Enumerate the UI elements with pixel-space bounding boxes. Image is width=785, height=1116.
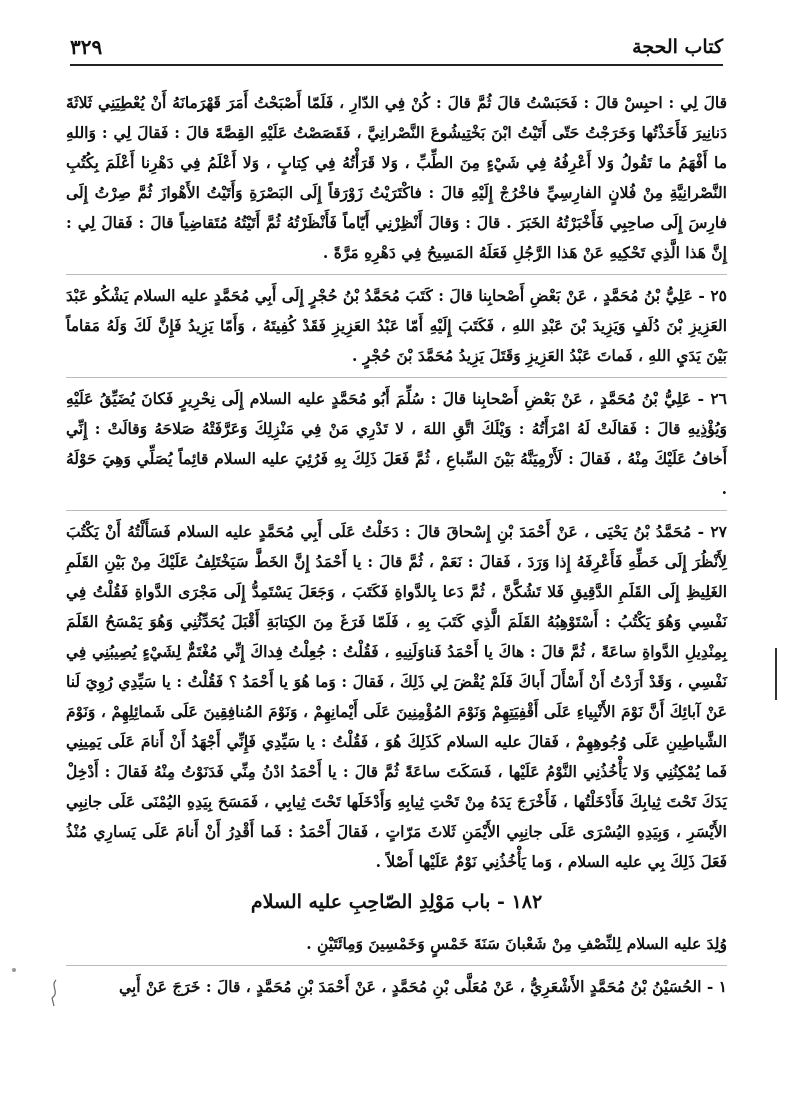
book-title: كتاب الحجة [632, 36, 723, 58]
hadith-26: ٢٦ - عَلِيُّ بْنُ مُحَمَّدٍ ، عَنْ بَعْضِ أَصْحابِنا قالَ : سُلِّمَ أَبُو مُحَمَّدٍ عليه السلام إِلَى نِحْرِيرٍ فَكانَ يُضَيِّقُ عَلَيْهِ وَيُؤْذِيهِ قالَ : فَقالَتْ لَهُ امْرَأَتُهُ : وَيْلَكَ اتَّقِ اللهَ ، لا تَدْرِي مَنْ فِي مَنْزِلِكَ وَعَرَّفَتْهُ صَلاحَهُ وَقالَتْ : إِنِّي أَخافُ عَلَيْكَ مِنْهُ ، فَقالَ : لَأَرْمِيَنَّهُ بَيْنَ السِّباعِ ، ثُمَّ فَعَلَ ذَلِكَ بِهِ فَرُئِيَ عليه السلام قائِماً يُصَلِّي وَهِيَ حَوْلَهُ . [66, 389, 727, 498]
chapter-heading: ١٨٢ - باب مَوْلِدِ الصّاحِبِ عليه السلام [250, 891, 543, 913]
divider [66, 965, 727, 966]
hadith-27: ٢٧ - مُحَمَّدُ بْنُ يَحْيَى ، عَنْ أَحْمَدَ بْنِ إِسْحاقَ قالَ : دَخَلْتُ عَلَى أَبِي مُحَمَّدٍ عليه السلام فَسَأَلْتُهُ أَنْ يَكْتُبَ لِأَنْظُرَ إِلَى خَطِّهِ فَأَعْرِفَهُ إِذا وَرَدَ ، فَقالَ : نَعَمْ ، ثُمَّ قالَ : يا أَحْمَدُ إِنَّ الخَطَّ سَيَخْتَلِفُ عَلَيْكَ مِنْ بَيْنِ القَلَمِ الغَلِيظِ إِلَى القَلَمِ الدَّقِيقِ فَلا تَشُكَّنَّ ، ثُمَّ دَعا بِالدَّواةِ فَكَتَبَ ، وَجَعَلَ يَسْتَمِدُّ إِلَى مَجْرَى الدَّواةِ فَقُلْتُ فِي نَفْسِي وَهُوَ يَكْتُبُ : أَسْتَوْهِبُهُ القَلَمَ الَّذِي كَتَبَ بِهِ ، فَلَمّا فَرَغَ مِنَ الكِتابَةِ أَقْبَلَ يُحَدِّثُنِي وَهُوَ يَمْسَحُ القَلَمَ بِمِنْدِيلِ الدَّواةِ ساعَةً ، ثُمَّ قالَ : هاكَ يا أَحْمَدُ فَناوَلَنِيهِ ، فَقُلْتُ : جُعِلْتُ فِداكَ إِنِّي مُغْتَمٌّ لِشَيْءٍ يُصِيبُنِي فِي نَفْسِي ، وَقَدْ أَرَدْتُ أَنْ أَسْأَلَ أَباكَ فَلَمْ يُقْضَ لِي ذَلِكَ ، فَقالَ : وَما هُوَ يا أَحْمَدُ ؟ فَقُلْتُ : يا سَيِّدِي رُوِيَ لَنا عَنْ آبائِكَ أَنَّ نَوْمَ الأَنْبِياءِ عَلَى أَقْفِيَتِهِمْ وَنَوْمَ المُؤْمِنِينَ عَلَى أَيْمانِهِمْ ، وَنَوْمَ المُنافِقِينَ عَلَى شَمائِلِهِمْ ، وَنَوْمَ الشَّياطِينِ عَلَى وُجُوهِهِمْ ، فَقالَ عليه السلام كَذَلِكَ هُوَ ، فَقُلْتُ : يا سَيِّدِي فَإِنِّي أَجْهَدُ أَنْ أَنامَ عَلَى يَمِينِي فَما يُمْكِنُنِي وَلا يَأْخُذُنِي النَّوْمُ عَلَيْها ، فَسَكَتَ ساعَةً ثُمَّ قالَ : يا أَحْمَدُ ادْنُ مِنِّي فَدَنَوْتُ مِنْهُ فَقالَ : أَدْخِلْ يَدَكَ تَحْتَ ثِيابِكَ فَأَدْخَلْتُها ، فَأَخْرَجَ يَدَهُ مِنْ تَحْتِ ثِيابِهِ وَأَدْخَلَها تَحْتَ ثِيابِي ، فَمَسَحَ بِيَدِهِ اليُمْنَى عَلَى جانِبِي الأَيْسَرِ ، وَبِيَدِهِ اليُسْرَى عَلَى جانِبِي الأَيْمَنِ ثَلاثَ مَرّاتٍ ، فَقالَ أَحْمَدُ : فَما أَقْدِرُ أَنْ أَنامَ عَلَى يَسارِي مُنْذُ فَعَلَ ذَلِكَ بِي عليه السلام ، وَما يَأْخُذُنِي نَوْمٌ عَلَيْها أَصْلاً . [66, 522, 727, 871]
hadith-25: ٢٥ - عَلِيُّ بْنُ مُحَمَّدٍ ، عَنْ بَعْضِ أَصْحابِنا قالَ : كَتَبَ مُحَمَّدُ بْنُ حُجْرٍ إِلَى أَبِي مُحَمَّدٍ عليه السلام يَشْكُو عَبْدَ العَزِيزِ بْنَ دُلَفٍ وَيَزِيدَ بْنَ عَبْدِ اللهِ ، فَكَتَبَ إِلَيْهِ أَمّا عَبْدُ العَزِيزِ فَقَدْ كُفِيتَهُ ، وَأَمّا يَزِيدُ فَإِنَّ لَكَ وَلَهُ مَقاماً بَيْنَ يَدَيِ اللهِ ، فَماتَ عَبْدُ العَزِيزِ وَقَتَلَ يَزِيدُ مُحَمَّدَ بْنَ حُجْرٍ . [66, 286, 727, 365]
page-number: ٣٢٩ [70, 35, 103, 59]
margin-dot [12, 968, 16, 972]
margin-line [775, 648, 777, 700]
divider [66, 377, 727, 378]
divider [66, 510, 727, 511]
main-text [66, 88, 727, 1002]
page-header [70, 30, 723, 66]
divider [66, 274, 727, 275]
handwritten-mark-icon [44, 978, 64, 1008]
birth-note: وُلِدَ عليه السلام لِلنِّصْفِ مِنْ شَعْبانَ سَنَةَ خَمْسٍ وَخَمْسِينَ وَمِائَتَيْنِ . [306, 934, 727, 953]
hadith-1-start: ١ - الحُسَيْنُ بْنُ مُحَمَّدٍ الأَشْعَرِيُّ ، عَنْ مُعَلَّى بْنِ مُحَمَّدٍ ، عَنْ أَحْمَدَ بْنِ مُحَمَّدٍ ، قالَ : خَرَجَ عَنْ أَبِي [118, 977, 727, 996]
paragraph-continuation: قالَ لِي : احبِسْ قالَ : فَحَبَسْتُ قالَ ثُمَّ قالَ : كُنْ فِي الدّارِ ، فَلَمّا أَصْبَحْتُ أَمَرَ قَهْرَمانَهُ أَنْ يُعْطِيَنِي ثَلاثَةَ دَنانِيرَ فَأَخَذْتُها وَخَرَجْتُ حَتّى أَتَيْتُ ابْنَ بَخْتِيشُوعَ النَّصْرانِيَّ ، فَقَصَصْتُ عَلَيْهِ القِصَّةَ قالَ : فَقالَ لِي : وَاللهِ ما أَفْهَمُ ما تَقُولُ وَلا أَعْرِفُهُ فِي شَيْءٍ مِنَ الطِّبِّ ، وَلا قَرَأْتُهُ فِي كِتابٍ ، وَلا أَعْلَمُ فِي دَهْرِنا أَعْلَمَ بِكُتُبِ النَّصْرانِيَّةِ مِنْ فُلانٍ الفارِسِيِّ فاخْرُجْ إِلَيْهِ قالَ : فاكْتَرَيْتُ زَوْرَقاً إِلَى البَصْرَةِ وَأَتَيْتُ الأَهْوازَ ثُمَّ صِرْتُ إِلَى فارِسَ إِلَى صاحِبِي فَأَخْبَرْتُهُ الخَبَرَ . قالَ : وَقالَ أَنْظِرْنِي أَيّاماً فَأَنْظَرْتُهُ ثُمَّ أَتَيْتُهُ مُتَقاضِياً قالَ : فَقالَ لِي : إِنَّ هَذا الَّذِي تَحْكِيهِ عَنْ هَذا الرَّجُلِ فَعَلَهُ المَسِيحُ فِي دَهْرِهِ مَرَّةً . [66, 93, 727, 262]
